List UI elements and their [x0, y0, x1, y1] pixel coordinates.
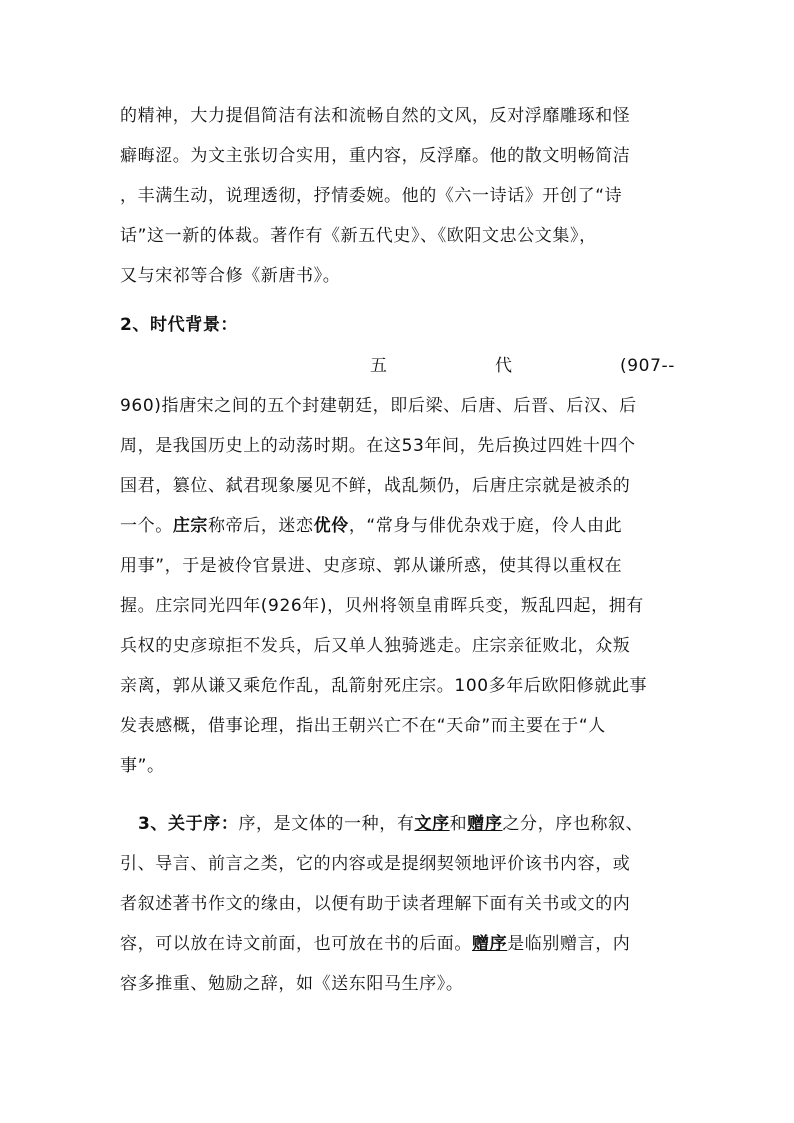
paragraph-line: 周，是我国历史上的动荡时期。在这53年间，先后换过四姓十四个: [120, 436, 636, 456]
bold-term: 优伶: [313, 516, 349, 536]
paragraph-line: 容多推重、勉励之辞，如《送东阳马生序》。: [120, 974, 464, 994]
bold-term: 庄宗: [172, 516, 209, 536]
underlined-term: 赠序: [472, 934, 508, 954]
text-fragment: 和: [449, 814, 468, 834]
paragraph-line: 话”这一新的体裁。著作有《新五代史》、《欧阳文忠公文集》，: [120, 226, 597, 246]
paragraph-line: 引、导言、前言之类，它的内容或是提纲契领地评价该书内容，或: [120, 854, 631, 874]
text-fragment: 代: [495, 356, 513, 376]
paragraph-line: 又与宋祁等合修《新唐书》。: [120, 266, 341, 286]
section-heading-preface: 3、关于序：: [138, 814, 239, 834]
paragraph-line: 事”。: [120, 756, 165, 776]
paragraph-line: ，丰满生动，说理透彻，抒情委婉。他的《六一诗话》开创了“诗: [120, 186, 623, 206]
underlined-term: 赠序: [467, 814, 503, 834]
paragraph-line: [120, 515, 675, 537]
paragraph-line: 发表感概，借事论理，指出王朝兴亡不在“天命”而主要在于“人: [120, 716, 606, 736]
paragraph-line: 者叙述著书作文的缘由，以便有助于读者理解下面有关书或文的内: [120, 894, 631, 914]
text-fragment: 一个。: [120, 516, 173, 536]
paragraph-line: [120, 933, 675, 955]
underlined-term: 文序: [414, 814, 450, 834]
paragraph-line: 癖晦涩。为文主张切合实用，重内容，反浮靡。他的散文明畅简洁: [120, 146, 631, 166]
paragraph-line: 的精神，大力提倡简洁有法和流畅自然的文风，反对浮靡雕琢和怪: [120, 106, 631, 126]
paragraph-line: 国君，篡位、弑君现象屡见不鲜，战乱频仍，后唐庄宗就是被杀的: [120, 476, 631, 496]
paragraph-line: 握。庄宗同光四年(926年)，贝州将领皇甫晖兵变，叛乱四起，拥有: [120, 596, 644, 616]
paragraph-line: 用事”，于是被伶官景进、史彦琼、郭从谦所惑，使其得以重权在: [120, 556, 623, 576]
text-fragment: (907--: [620, 356, 675, 376]
text-fragment: 是临别赠言，内: [507, 934, 631, 954]
text-fragment: 容，可以放在诗文前面，也可放在书的后面。: [120, 934, 472, 954]
text-fragment: 序，是文体的一种，有: [238, 814, 415, 834]
text-fragment: 五: [370, 356, 388, 376]
paragraph-line: [138, 813, 678, 835]
text-fragment: 之分，序也称叙、: [502, 814, 644, 834]
text-fragment: 称帝后，迷恋: [208, 516, 314, 536]
paragraph-line: 亲离，郭从谦又乘危作乱，乱箭射死庄宗。100多年后欧阳修就此事: [120, 676, 648, 696]
section-heading-background: 2、时代背景：: [120, 315, 239, 335]
paragraph-line-justified: [120, 355, 675, 377]
paragraph-line: 兵权的史彦琼拒不发兵，后又单人独骑逃走。庄宗亲征败北，众叛: [120, 636, 631, 656]
paragraph-line: 960)指唐宋之间的五个封建朝廷，即后梁、后唐、后晋、后汉、后: [120, 396, 637, 416]
text-fragment: ，“常身与俳优杂戏于庭，伶人由此: [348, 516, 623, 536]
